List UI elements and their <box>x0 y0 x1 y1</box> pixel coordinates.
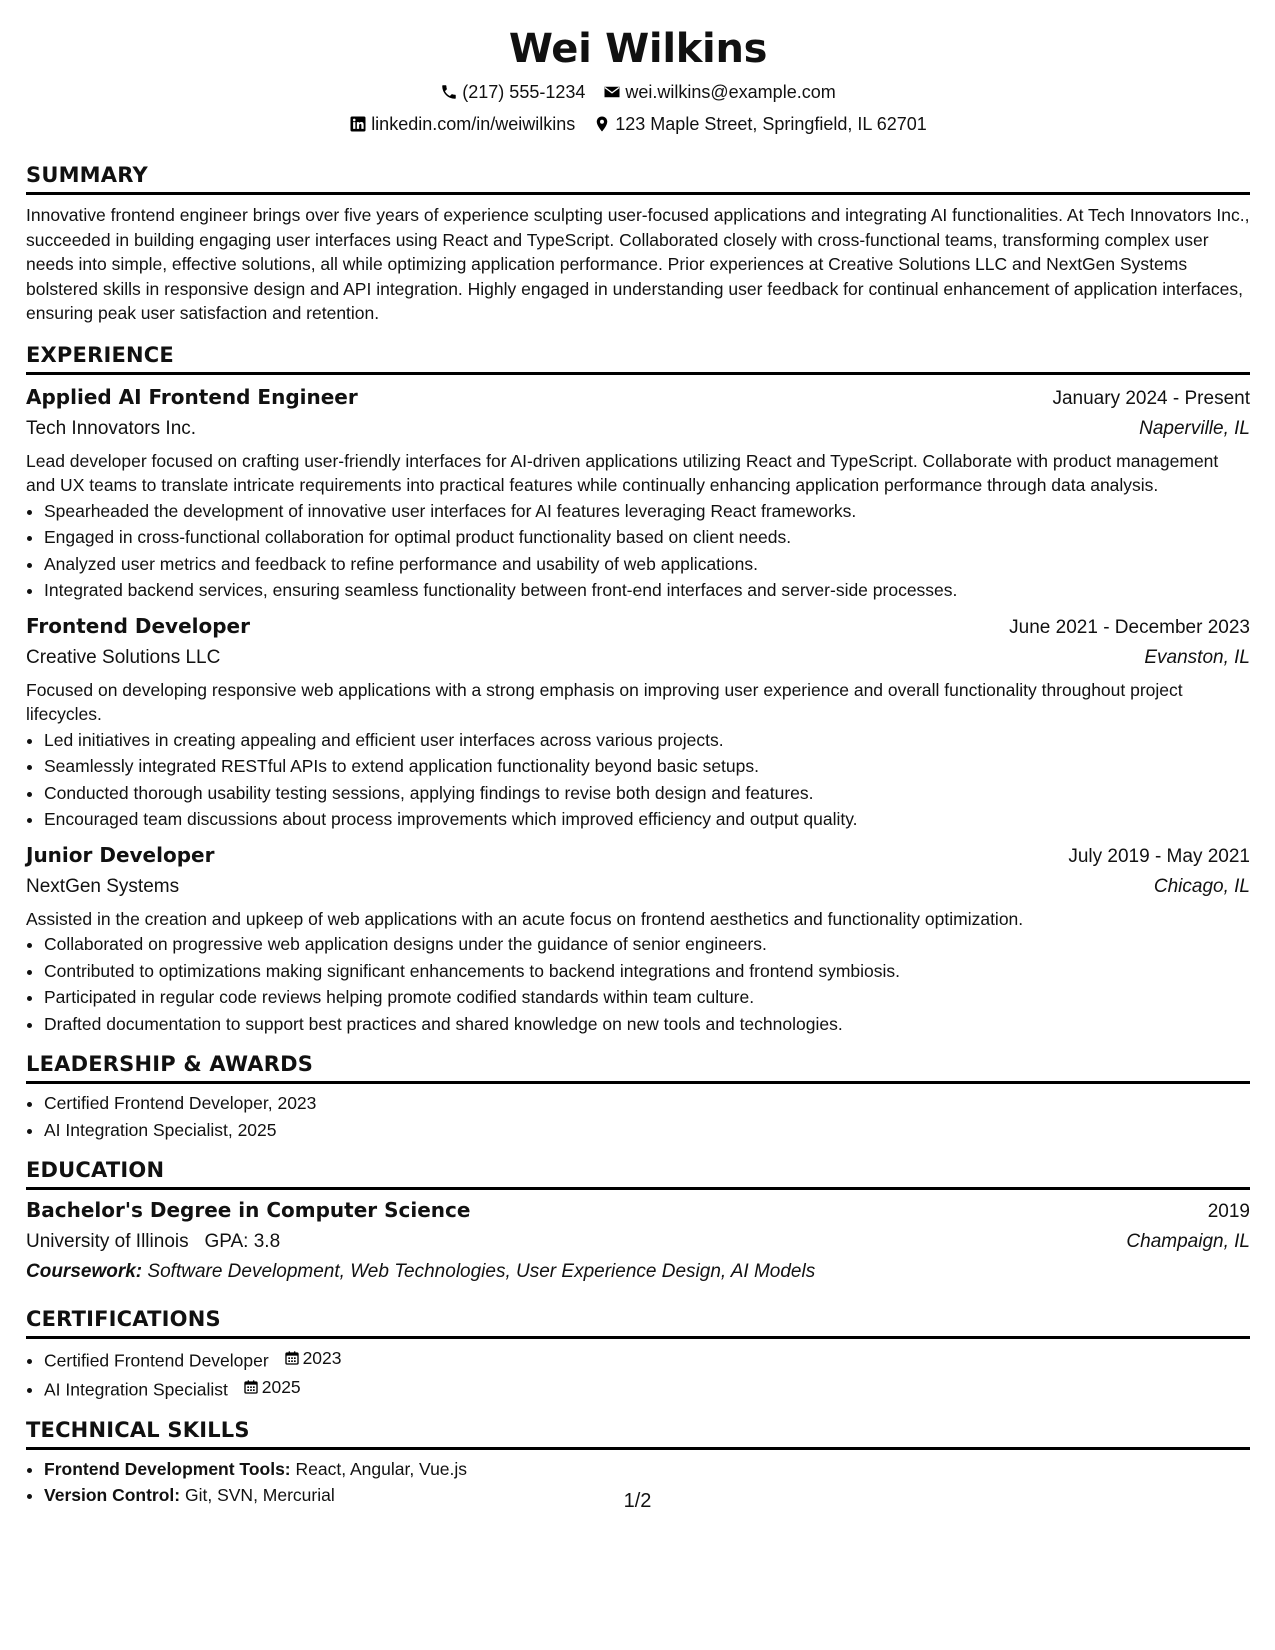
skill-label: Version Control: <box>44 1485 181 1505</box>
skill-label: Frontend Development Tools: <box>44 1458 291 1479</box>
certification-year: 2023 <box>302 1348 342 1368</box>
skill-item <box>44 1456 1250 1483</box>
job-dates: June 2021 - December 2023 <box>1009 616 1250 638</box>
school-name: University of Illinois <box>26 1231 189 1252</box>
certification-date <box>284 1345 342 1372</box>
resume-page <box>26 0 1250 1509</box>
certification-item <box>44 1345 1250 1374</box>
job-description: Focused on developing responsive web applications with a strong emphasis on improving user experience and overall functionality throughout project lifecycles. <box>26 679 1183 724</box>
phone-text: (217) 555-1234 <box>462 82 586 102</box>
phone-icon <box>440 83 458 101</box>
certification-date <box>243 1374 301 1401</box>
job-bullet: • Contributed to optimizations making significant enhancements to backend integrations and frontend symbiosis. <box>44 958 1250 985</box>
page-number: 1/2 <box>623 1490 652 1512</box>
job-entry <box>26 841 1250 1038</box>
job-location: Chicago, IL <box>1153 875 1250 897</box>
job-title: Frontend Developer <box>26 613 250 638</box>
contact-row-secondary <box>26 112 1250 136</box>
job-title: Junior Developer <box>26 842 215 867</box>
linkedin-contact[interactable] <box>349 112 575 136</box>
summary-section <box>26 162 1250 326</box>
awards-list <box>26 1090 1250 1143</box>
job-location: Evanston, IL <box>1144 646 1250 668</box>
education-heading: EDUCATION <box>26 1157 1250 1190</box>
job-bullet: • Led initiatives in creating appealing and efficient user interfaces across various projects. <box>44 727 1250 754</box>
experience-heading: EXPERIENCE <box>26 342 1250 375</box>
company-name: NextGen Systems <box>26 875 180 897</box>
job-entry <box>26 383 1250 604</box>
calendar-icon <box>243 1379 259 1395</box>
email-link[interactable]: wei.wilkins@example.com <box>625 82 836 102</box>
job-bullets <box>26 931 1250 1037</box>
certifications-section <box>26 1306 1250 1403</box>
award-item: • Certified Frontend Developer, 2023 <box>44 1090 1250 1117</box>
degree-title: Bachelor's Degree in Computer Science <box>26 1198 471 1222</box>
awards-heading: LEADERSHIP & AWARDS <box>26 1051 1250 1084</box>
job-bullet: • Encouraged team discussions about process improvements which improved efficiency and output quality. <box>44 806 1250 833</box>
company-name: Tech Innovators Inc. <box>26 417 197 439</box>
job-description: Assisted in the creation and upkeep of web applications with an acute focus on frontend aesthetics and functionality optimization. <box>26 908 1024 929</box>
job-description: Lead developer focused on crafting user-friendly interfaces for AI-driven applications utilizing React and TypeScript. Collaborate with product management and UX teams to translate intricate requirements into practical features while continually enhancing application performance through data analysis. <box>26 450 1219 495</box>
gpa-text: GPA: 3.8 <box>204 1231 281 1252</box>
certification-item <box>44 1374 1250 1403</box>
job-bullet: • Spearheaded the development of innovative user interfaces for AI features leveraging React frameworks. <box>44 498 1250 525</box>
skill-value: React, Angular, Vue.js <box>295 1458 468 1479</box>
graduation-year: 2019 <box>1207 1201 1250 1222</box>
job-dates: January 2024 - Present <box>1052 387 1250 409</box>
summary-heading: SUMMARY <box>26 162 1250 195</box>
candidate-name: Wei Wilkins <box>508 26 768 72</box>
awards-section <box>26 1051 1250 1143</box>
linkedin-icon <box>349 115 367 133</box>
address-contact <box>593 112 927 136</box>
job-bullet: • Analyzed user metrics and feedback to refine performance and usability of web applications. <box>44 551 1250 578</box>
linkedin-link[interactable]: linkedin.com/in/weiwilkins <box>371 114 576 134</box>
contact-row-primary <box>26 80 1250 104</box>
coursework-label: Coursework: <box>26 1261 143 1282</box>
job-bullets <box>26 498 1250 604</box>
certifications-list <box>26 1345 1250 1403</box>
education-section <box>26 1157 1250 1286</box>
job-dates: July 2019 - May 2021 <box>1068 845 1250 867</box>
job-location: Naperville, IL <box>1139 417 1250 439</box>
coursework-list: Software Development, Web Technologies, User Experience Design, AI Models <box>147 1261 816 1282</box>
job-bullet: • Integrated backend services, ensuring seamless functionality between front-end interfaces and server-side processes. <box>44 577 1250 604</box>
job-title: Applied AI Frontend Engineer <box>26 384 358 409</box>
job-bullet: • Participated in regular code reviews helping promote codified standards within team culture. <box>44 984 1250 1011</box>
coursework <box>26 1258 1250 1286</box>
calendar-icon <box>284 1350 300 1366</box>
award-item: • AI Integration Specialist, 2025 <box>44 1117 1250 1144</box>
school-location: Champaign, IL <box>1126 1231 1250 1252</box>
envelope-icon <box>603 83 621 101</box>
certification-year: 2025 <box>261 1376 301 1397</box>
address-text: 123 Maple Street, Springfield, IL 62701 <box>615 114 927 134</box>
job-bullet: • Conducted thorough usability testing sessions, applying findings to revise both design and features. <box>44 780 1250 807</box>
phone-contact <box>440 80 585 104</box>
school-info <box>26 1228 280 1256</box>
certification-name: AI Integration Specialist <box>44 1379 228 1399</box>
company-name: Creative Solutions LLC <box>26 646 221 668</box>
job-bullet: • Seamlessly integrated RESTful APIs to extend application functionality beyond basic setups. <box>44 753 1250 780</box>
skill-value: Git, SVN, Mercurial <box>185 1485 335 1505</box>
job-bullet: • Engaged in cross-functional collaboration for optimal product functionality based on client needs. <box>44 524 1250 551</box>
experience-section <box>26 342 1250 1038</box>
job-bullets <box>26 727 1250 833</box>
job-bullet: • Collaborated on progressive web application designs under the guidance of senior engineers. <box>44 931 1250 958</box>
summary-text: Innovative frontend engineer brings over five years of experience sculpting user-focused applications and integrating AI functionalities. At Tech Innovators Inc., succeeded in building engaging user interfaces using React and TypeScript. Collaborated closely with cross-functional teams, transforming complex user needs into simple, effective solutions, all while optimizing application performance. Prior experiences at Creative Solutions LLC and NextGen Systems bolstered skills in responsive design and API integration. Highly engaged in understanding user feedback for continual enhancement of application interfaces, ensuring peak user satisfaction and retention. <box>26 205 1250 323</box>
certification-name: Certified Frontend Developer <box>44 1350 269 1371</box>
skills-heading: TECHNICAL SKILLS <box>26 1417 1250 1450</box>
certifications-heading: CERTIFICATIONS <box>26 1306 1250 1339</box>
job-bullet: • Drafted documentation to support best practices and shared knowledge on new tools and technologies. <box>44 1011 1250 1038</box>
map-pin-icon <box>593 115 611 133</box>
email-contact[interactable] <box>603 80 835 104</box>
job-entry <box>26 612 1250 833</box>
